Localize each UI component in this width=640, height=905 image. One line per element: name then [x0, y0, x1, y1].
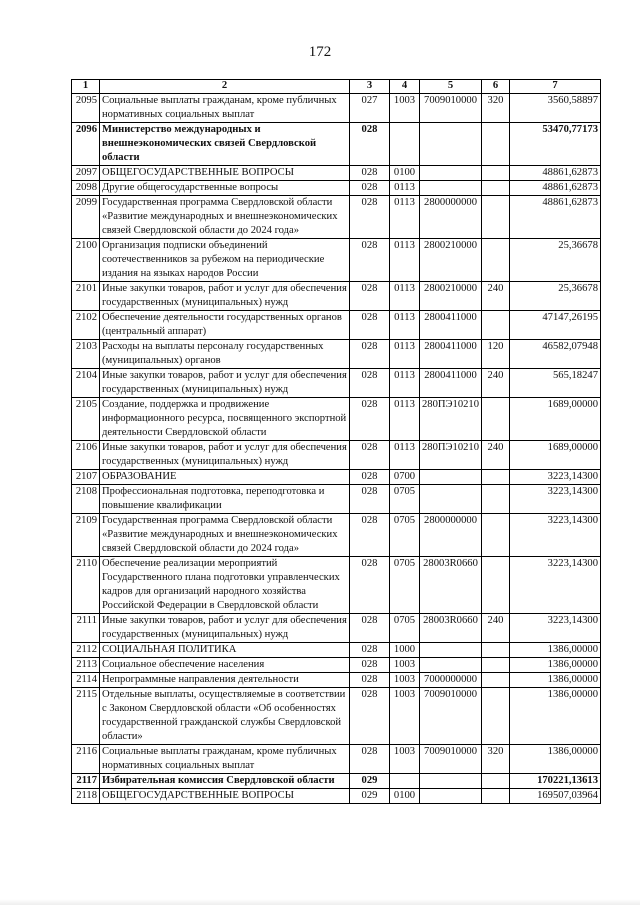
- row-department-code: 028: [350, 643, 390, 658]
- row-number: 2111: [72, 614, 100, 643]
- row-section-code: 0705: [390, 485, 420, 514]
- row-department-code: 028: [350, 282, 390, 311]
- row-department-code: 028: [350, 688, 390, 745]
- row-target-code: [420, 789, 482, 804]
- row-amount: 1689,00000: [510, 441, 601, 470]
- row-target-code: 2800000000: [420, 514, 482, 557]
- row-department-code: 028: [350, 673, 390, 688]
- row-amount: 48861,62873: [510, 196, 601, 239]
- row-number: 2118: [72, 789, 100, 804]
- header-col-3: 3: [350, 80, 390, 94]
- table-row: [72, 398, 601, 441]
- row-section-code: 0113: [390, 181, 420, 196]
- row-number: 2101: [72, 282, 100, 311]
- row-target-code: [420, 166, 482, 181]
- row-amount: 3223,14300: [510, 514, 601, 557]
- row-target-code: 2800210000: [420, 282, 482, 311]
- row-number: 2114: [72, 673, 100, 688]
- row-target-code: [420, 470, 482, 485]
- row-target-code: 28003R0660: [420, 614, 482, 643]
- row-section-code: 0100: [390, 166, 420, 181]
- row-amount: 1386,00000: [510, 688, 601, 745]
- row-name: Обеспечение деятельности государственных органов (центральный аппарат): [100, 311, 350, 340]
- row-number: 2117: [72, 774, 100, 789]
- row-department-code: 028: [350, 470, 390, 485]
- row-expense-type: [482, 123, 510, 166]
- row-expense-type: [482, 643, 510, 658]
- row-section-code: [390, 774, 420, 789]
- table-row: [72, 123, 601, 166]
- row-department-code: 028: [350, 614, 390, 643]
- row-expense-type: [482, 514, 510, 557]
- row-name: Министерство международных и внешнеэкономических связей Свердловской области: [100, 123, 350, 166]
- table-row: [72, 485, 601, 514]
- row-target-code: 2800411000: [420, 369, 482, 398]
- row-name: СОЦИАЛЬНАЯ ПОЛИТИКА: [100, 643, 350, 658]
- row-number: 2110: [72, 557, 100, 614]
- row-department-code: 028: [350, 239, 390, 282]
- row-name: Расходы на выплаты персоналу государственных (муниципальных) органов: [100, 340, 350, 369]
- row-amount: 1386,00000: [510, 658, 601, 673]
- header-col-6: 6: [482, 80, 510, 94]
- row-amount: 3223,14300: [510, 614, 601, 643]
- row-name: Другие общегосударственные вопросы: [100, 181, 350, 196]
- row-section-code: 0705: [390, 557, 420, 614]
- header-col-4: 4: [390, 80, 420, 94]
- table-row: [72, 282, 601, 311]
- row-target-code: [420, 485, 482, 514]
- row-department-code: 028: [350, 369, 390, 398]
- row-target-code: 2800210000: [420, 239, 482, 282]
- row-expense-type: 240: [482, 282, 510, 311]
- row-amount: 1689,00000: [510, 398, 601, 441]
- row-target-code: [420, 643, 482, 658]
- row-name: ОБЩЕГОСУДАРСТВЕННЫЕ ВОПРОСЫ: [100, 166, 350, 181]
- row-target-code: 28003R0660: [420, 557, 482, 614]
- row-section-code: 0113: [390, 239, 420, 282]
- row-target-code: 7009010000: [420, 688, 482, 745]
- row-number: 2112: [72, 643, 100, 658]
- row-number: 2108: [72, 485, 100, 514]
- row-name: Иные закупки товаров, работ и услуг для обеспечения государственных (муниципальных) нужд: [100, 441, 350, 470]
- row-department-code: 028: [350, 398, 390, 441]
- row-department-code: 028: [350, 123, 390, 166]
- table-row: [72, 688, 601, 745]
- row-expense-type: [482, 239, 510, 282]
- row-department-code: 028: [350, 166, 390, 181]
- row-name: Иные закупки товаров, работ и услуг для обеспечения государственных (муниципальных) нужд: [100, 282, 350, 311]
- row-target-code: [420, 658, 482, 673]
- row-number: 2097: [72, 166, 100, 181]
- row-name: Отдельные выплаты, осуществляемые в соответствии с Законом Свердловской области «Об особенностях государственной гражданской службы Свердловской области»: [100, 688, 350, 745]
- row-amount: 53470,77173: [510, 123, 601, 166]
- row-amount: 3223,14300: [510, 485, 601, 514]
- row-section-code: 0113: [390, 369, 420, 398]
- row-department-code: 028: [350, 441, 390, 470]
- row-target-code: 280ПЭ10210: [420, 398, 482, 441]
- row-number: 2098: [72, 181, 100, 196]
- table-row: [72, 614, 601, 643]
- row-target-code: 7009010000: [420, 745, 482, 774]
- row-expense-type: [482, 688, 510, 745]
- row-department-code: 028: [350, 485, 390, 514]
- row-expense-type: [482, 485, 510, 514]
- row-target-code: 7009010000: [420, 94, 482, 123]
- row-section-code: 1003: [390, 688, 420, 745]
- row-name: Профессиональная подготовка, переподготовка и повышение квалификации: [100, 485, 350, 514]
- row-expense-type: 240: [482, 369, 510, 398]
- row-section-code: 0113: [390, 196, 420, 239]
- row-target-code: 2800000000: [420, 196, 482, 239]
- row-name: Иные закупки товаров, работ и услуг для обеспечения государственных (муниципальных) нужд: [100, 614, 350, 643]
- table-row: [72, 643, 601, 658]
- row-number: 2100: [72, 239, 100, 282]
- row-expense-type: [482, 789, 510, 804]
- table-row: [72, 658, 601, 673]
- page-number: 172: [308, 44, 332, 60]
- header-col-5: 5: [420, 80, 482, 94]
- row-expense-type: 320: [482, 94, 510, 123]
- row-department-code: 028: [350, 181, 390, 196]
- table-header-row: [72, 80, 601, 94]
- row-amount: 46582,07948: [510, 340, 601, 369]
- row-number: 2116: [72, 745, 100, 774]
- row-name: Организация подписки объединений соотечественников за рубежом на периодические издания на языках народов России: [100, 239, 350, 282]
- row-expense-type: [482, 196, 510, 239]
- table-row: [72, 745, 601, 774]
- table-row: [72, 514, 601, 557]
- row-expense-type: [482, 470, 510, 485]
- table-row: [72, 311, 601, 340]
- table-row: [72, 196, 601, 239]
- table-row: [72, 239, 601, 282]
- row-section-code: [390, 123, 420, 166]
- row-number: 2107: [72, 470, 100, 485]
- table-row: [72, 470, 601, 485]
- row-department-code: 027: [350, 94, 390, 123]
- row-section-code: 1003: [390, 745, 420, 774]
- row-name: Непрограммные направления деятельности: [100, 673, 350, 688]
- row-amount: 48861,62873: [510, 181, 601, 196]
- row-name: Социальные выплаты гражданам, кроме публичных нормативных социальных выплат: [100, 94, 350, 123]
- row-section-code: 0100: [390, 789, 420, 804]
- row-name: ОБЩЕГОСУДАРСТВЕННЫЕ ВОПРОСЫ: [100, 789, 350, 804]
- row-section-code: 0113: [390, 398, 420, 441]
- row-section-code: 0113: [390, 282, 420, 311]
- row-expense-type: [482, 774, 510, 789]
- row-expense-type: 240: [482, 614, 510, 643]
- table-row: [72, 441, 601, 470]
- row-target-code: 7000000000: [420, 673, 482, 688]
- row-target-code: [420, 181, 482, 196]
- row-section-code: 0113: [390, 311, 420, 340]
- row-amount: 3223,14300: [510, 470, 601, 485]
- row-number: 2115: [72, 688, 100, 745]
- row-expense-type: [482, 311, 510, 340]
- row-name: Государственная программа Свердловской области «Развитие международных и внешнеэкономических связей Свердловской области до 2024 года»: [100, 196, 350, 239]
- row-target-code: 2800411000: [420, 340, 482, 369]
- row-amount: 1386,00000: [510, 745, 601, 774]
- table-row: [72, 181, 601, 196]
- header-col-7: 7: [510, 80, 601, 94]
- row-amount: 1386,00000: [510, 673, 601, 688]
- row-name: Обеспечение реализации мероприятий Государственного плана подготовки управленческих кадров для организаций народного хозяйства Российской Федерации в Свердловской области: [100, 557, 350, 614]
- row-amount: 3560,58897: [510, 94, 601, 123]
- row-name: ОБРАЗОВАНИЕ: [100, 470, 350, 485]
- row-number: 2105: [72, 398, 100, 441]
- row-department-code: 028: [350, 514, 390, 557]
- header-col-1: 1: [72, 80, 100, 94]
- row-expense-type: [482, 658, 510, 673]
- row-department-code: 029: [350, 789, 390, 804]
- table-row: [72, 166, 601, 181]
- row-department-code: 028: [350, 311, 390, 340]
- table-row: [72, 557, 601, 614]
- row-number: 2109: [72, 514, 100, 557]
- table-row: [72, 673, 601, 688]
- row-expense-type: 320: [482, 745, 510, 774]
- row-name: Социальное обеспечение населения: [100, 658, 350, 673]
- row-amount: 25,36678: [510, 239, 601, 282]
- row-target-code: 2800411000: [420, 311, 482, 340]
- row-number: 2106: [72, 441, 100, 470]
- row-expense-type: [482, 181, 510, 196]
- row-department-code: 028: [350, 196, 390, 239]
- row-expense-type: [482, 398, 510, 441]
- row-department-code: 028: [350, 557, 390, 614]
- table-row: [72, 789, 601, 804]
- row-number: 2102: [72, 311, 100, 340]
- row-amount: 3223,14300: [510, 557, 601, 614]
- row-section-code: 0700: [390, 470, 420, 485]
- row-expense-type: 240: [482, 441, 510, 470]
- row-expense-type: [482, 557, 510, 614]
- row-target-code: [420, 774, 482, 789]
- row-amount: 48861,62873: [510, 166, 601, 181]
- row-name: Избирательная комиссия Свердловской области: [100, 774, 350, 789]
- table-row: [72, 774, 601, 789]
- row-amount: 1386,00000: [510, 643, 601, 658]
- row-name: Социальные выплаты гражданам, кроме публичных нормативных социальных выплат: [100, 745, 350, 774]
- row-section-code: 0705: [390, 614, 420, 643]
- row-amount: 170221,13613: [510, 774, 601, 789]
- row-department-code: 028: [350, 745, 390, 774]
- row-section-code: 0113: [390, 441, 420, 470]
- row-department-code: 028: [350, 340, 390, 369]
- row-name: Иные закупки товаров, работ и услуг для обеспечения государственных (муниципальных) нужд: [100, 369, 350, 398]
- row-number: 2103: [72, 340, 100, 369]
- row-number: 2104: [72, 369, 100, 398]
- row-amount: 565,18247: [510, 369, 601, 398]
- row-amount: 25,36678: [510, 282, 601, 311]
- row-section-code: 1003: [390, 94, 420, 123]
- table-row: [72, 94, 601, 123]
- row-expense-type: [482, 166, 510, 181]
- row-amount: 169507,03964: [510, 789, 601, 804]
- budget-table: [71, 79, 601, 804]
- row-name: Государственная программа Свердловской области «Развитие международных и внешнеэкономических связей Свердловской области до 2024 года»: [100, 514, 350, 557]
- row-section-code: 0705: [390, 514, 420, 557]
- table-row: [72, 340, 601, 369]
- row-number: 2099: [72, 196, 100, 239]
- row-number: 2096: [72, 123, 100, 166]
- page-edge: [0, 899, 640, 905]
- row-number: 2113: [72, 658, 100, 673]
- row-section-code: 0113: [390, 340, 420, 369]
- row-section-code: 1000: [390, 643, 420, 658]
- row-target-code: [420, 123, 482, 166]
- row-amount: 47147,26195: [510, 311, 601, 340]
- row-name: Создание, поддержка и продвижение информационного ресурса, посвященного экспортной деятельности Свердловской области: [100, 398, 350, 441]
- row-number: 2095: [72, 94, 100, 123]
- row-expense-type: [482, 673, 510, 688]
- row-section-code: 1003: [390, 658, 420, 673]
- row-target-code: 280ПЭ10210: [420, 441, 482, 470]
- header-col-2: 2: [100, 80, 350, 94]
- row-section-code: 1003: [390, 673, 420, 688]
- table-row: [72, 369, 601, 398]
- row-department-code: 028: [350, 658, 390, 673]
- row-expense-type: 120: [482, 340, 510, 369]
- row-department-code: 029: [350, 774, 390, 789]
